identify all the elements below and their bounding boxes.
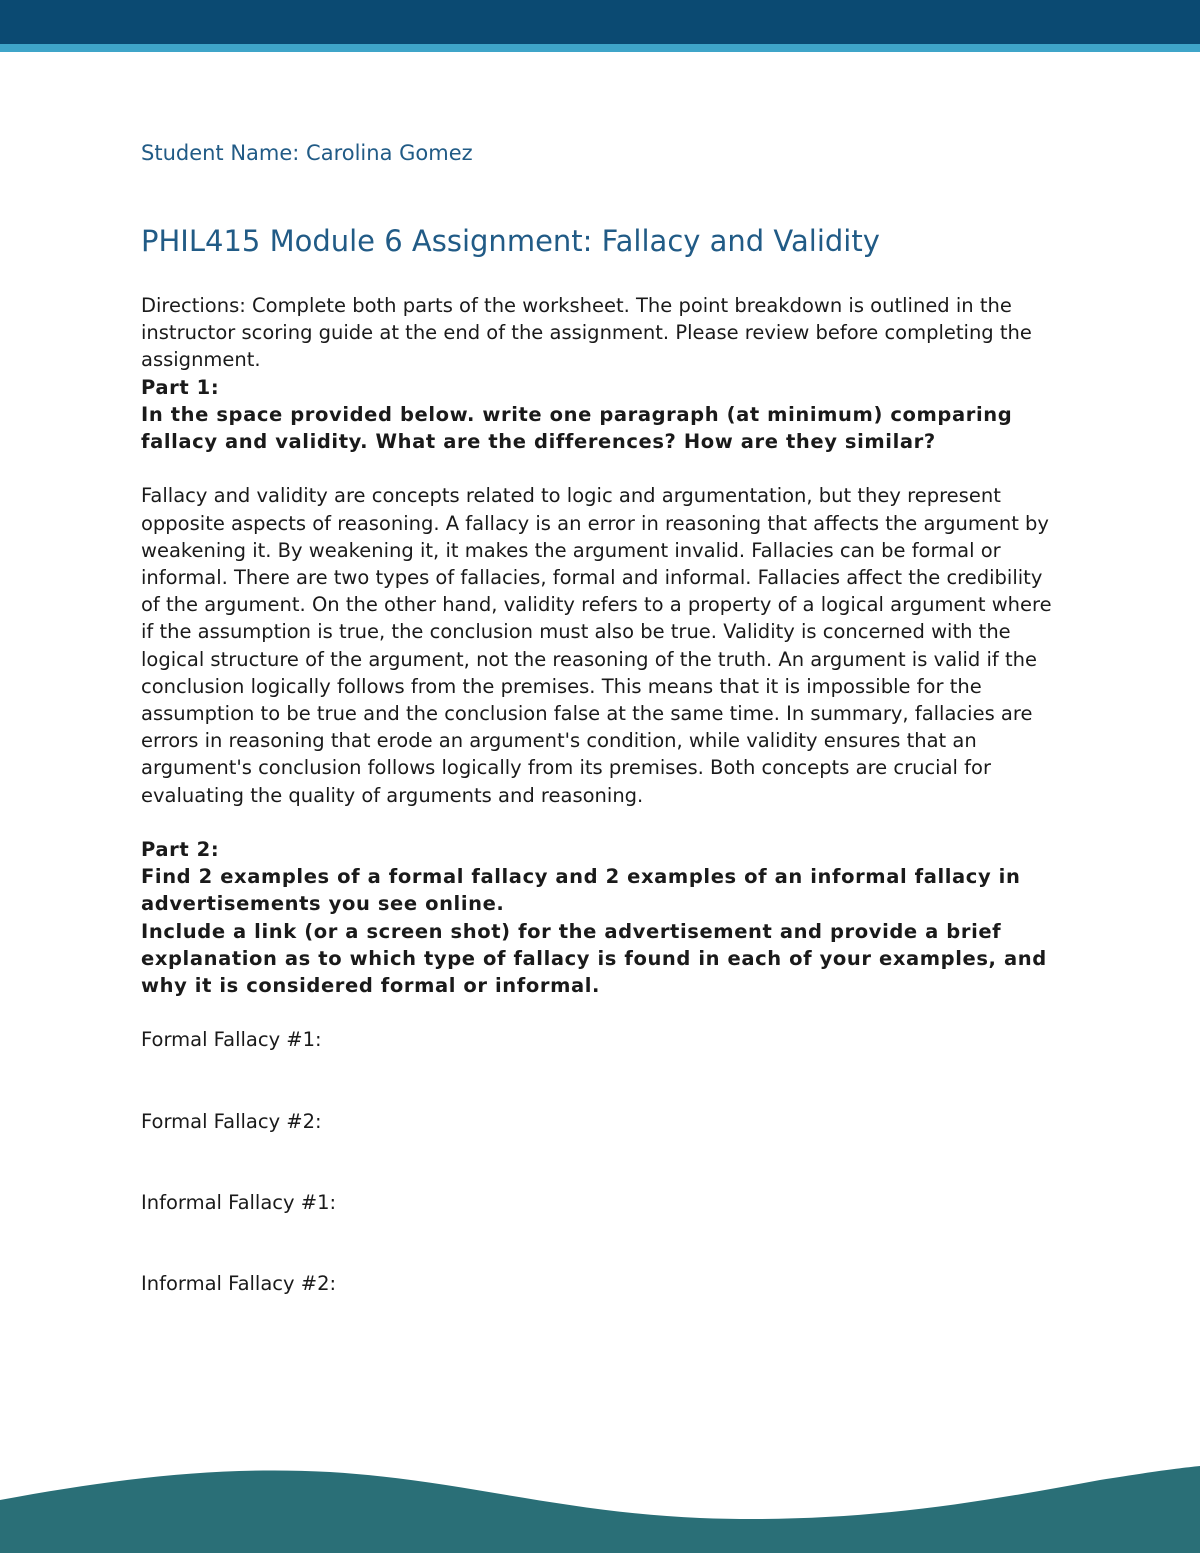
informal-fallacy-1-label: Informal Fallacy #1: <box>141 1190 337 1214</box>
header-band <box>0 0 1200 52</box>
formal-fallacy-2-label: Formal Fallacy #2: <box>141 1109 322 1133</box>
part2-prompt-2: Include a link (or a screen shot) for the advertisement and provide a brief explanation as to which type of fallacy is found in each of your examples, and why it is considered formal or informal. <box>141 919 1047 998</box>
part1-answer: Fallacy and validity are concepts related to logic and argumentation, but they represent opposite aspects of reasoning. A fallacy is an error in reasoning that affects the argument by weakening it. By weakening it, it makes the argument invalid. Fallacies can be formal or informal. There are two types of fallacies, formal and informal. Fallacies affect the credibility of the argument. On the other hand, validity refers to a property of a logical argument where if the assumption is true, the conclusion must also be true. Validity is concerned with the logical structure of the argument, not the reasoning of the truth. An argument is valid if the conclusion logically follows from the premises. This means that it is impossible for the assumption to be true and the conclusion false at the same time. In summary, fallacies are errors in reasoning that erode an argument's condition, while validity ensures that an argument's conclusion follows logically from its premises. Both concepts are crucial for evaluating the quality of arguments and reasoning. <box>141 484 1052 807</box>
informal-fallacy-2-label: Informal Fallacy #2: <box>141 1272 337 1296</box>
footer-wave <box>0 1460 1200 1553</box>
part2-heading: Part 2: <box>141 838 220 862</box>
page-title: PHIL415 Module 6 Assignment: Fallacy and Validity <box>141 224 880 258</box>
worksheet-text <box>141 292 1061 1297</box>
part1-heading: Part 1: <box>141 375 220 399</box>
part2-prompt-1: Find 2 examples of a formal fallacy and 2 examples of an informal fallacy in advertisements you see online. <box>141 865 1021 916</box>
formal-fallacy-1-label: Formal Fallacy #1: <box>141 1028 322 1052</box>
part1-prompt: In the space provided below. write one paragraph (at minimum) comparing fallacy and validity. What are the differences? How are they similar? <box>141 402 1013 454</box>
directions-text: Directions: Complete both parts of the worksheet. The point breakdown is outlined in the instructor scoring guide at the end of the assignment. Please review before completing the assignment. <box>141 294 1032 372</box>
student-name: Student Name: Carolina Gomez <box>141 141 473 165</box>
